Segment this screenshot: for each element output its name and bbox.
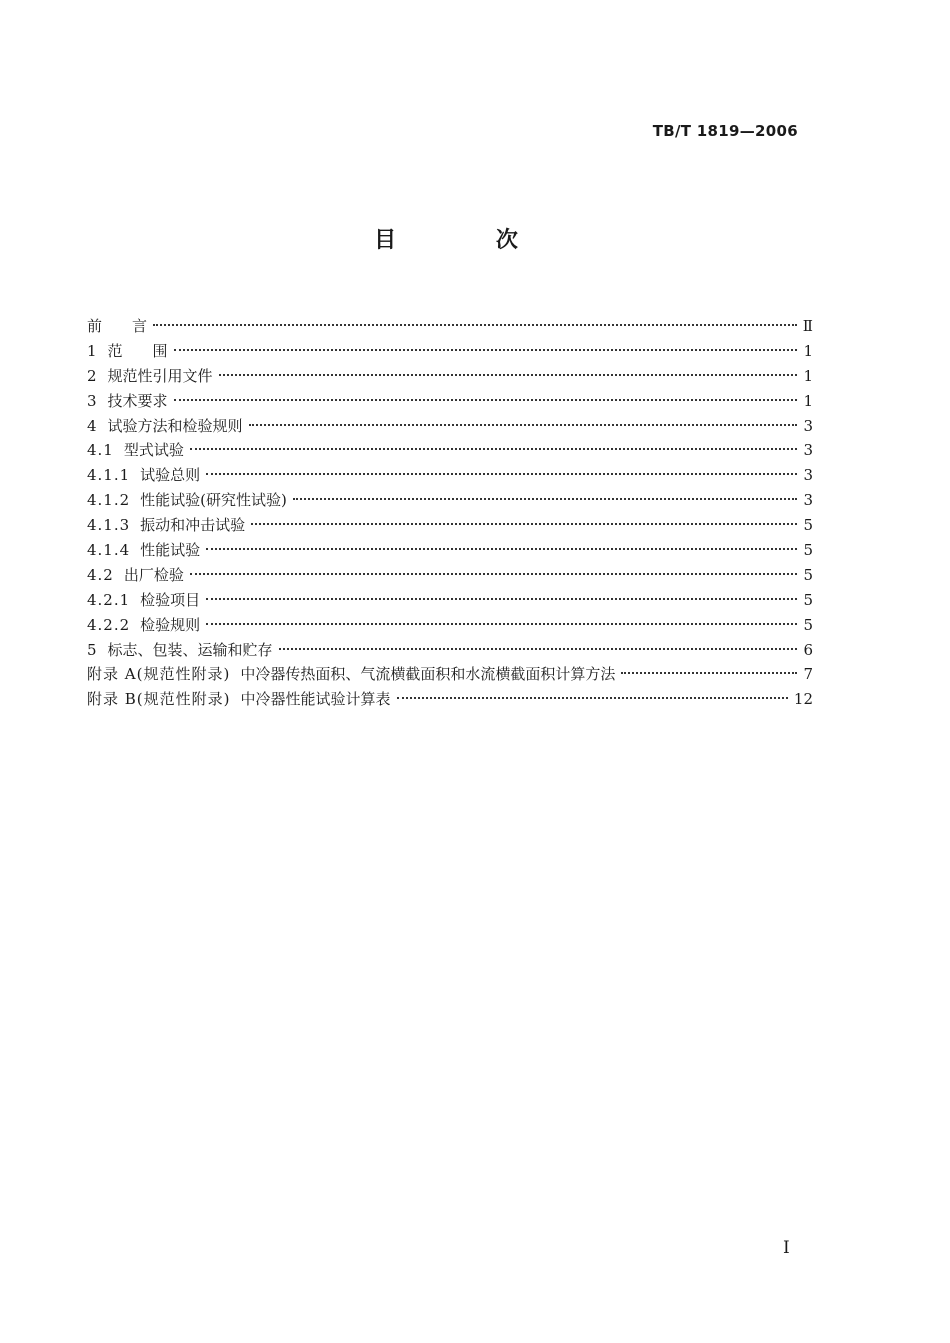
toc-text: 试验总则: [140, 466, 201, 485]
toc-label: [87, 463, 200, 488]
toc-leader-dots: [397, 697, 788, 699]
toc-entry-preface[interactable]: [87, 314, 813, 339]
toc-entry-appendix-a[interactable]: [87, 662, 813, 687]
toc-number: 4.1.2: [87, 491, 131, 510]
toc-page-number: 3: [803, 466, 813, 485]
toc-page-number: 6: [803, 640, 813, 659]
toc-leader-dots: [206, 598, 797, 600]
toc-entry-4-1-1[interactable]: [87, 463, 813, 488]
toc-entry-1[interactable]: [87, 339, 813, 364]
toc-entry-4-1-3[interactable]: [87, 513, 813, 538]
toc-text: 出厂检验: [123, 565, 184, 584]
toc-entry-4-1[interactable]: [87, 438, 813, 463]
toc-entry-4-1-2[interactable]: [87, 488, 813, 513]
toc-leader-dots: [206, 548, 797, 550]
toc-page-number: 1: [803, 341, 813, 360]
toc-label: [87, 314, 147, 339]
toc-label: [87, 438, 184, 463]
toc-leader-dots: [153, 324, 797, 326]
toc-page-number: 3: [803, 441, 813, 460]
toc-page-number: 1: [803, 366, 813, 385]
toc-text: 性能试验(研究性试验): [140, 491, 287, 510]
toc-page-number: 12: [793, 690, 813, 709]
toc-leader-dots: [251, 523, 797, 525]
toc-number: 附录 A(规范性附录): [87, 665, 231, 684]
toc-page-number: 5: [803, 541, 813, 560]
toc-leader-dots: [249, 424, 797, 426]
page-title: 目 次: [374, 228, 564, 253]
toc-leader-dots: [621, 672, 797, 674]
toc-label: [87, 588, 200, 613]
toc-leader-dots: [206, 623, 797, 625]
toc-entry-3[interactable]: [87, 389, 813, 414]
toc-number: 4.2.1: [87, 590, 131, 609]
toc-text: 中冷器性能试验计算表: [240, 690, 391, 709]
toc-label: [87, 638, 273, 663]
toc-number: 2: [87, 366, 98, 385]
toc-text: 标志、包装、运输和贮存: [107, 640, 273, 659]
toc-entry-5[interactable]: [87, 638, 813, 663]
toc-label: [87, 488, 287, 513]
toc-leader-dots: [279, 648, 797, 650]
toc-leader-dots: [206, 473, 797, 475]
toc-entry-4-2-2[interactable]: [87, 613, 813, 638]
toc-page-number: 5: [803, 565, 813, 584]
toc-leader-dots: [190, 573, 797, 575]
toc-number: 1: [87, 341, 98, 360]
toc-text: 振动和冲击试验: [140, 516, 246, 535]
toc-entry-appendix-b[interactable]: [87, 687, 813, 712]
toc-number: 5: [87, 640, 98, 659]
toc-number: 4.1.4: [87, 541, 131, 560]
toc-text: 范 围: [107, 341, 168, 360]
toc-page-number: 3: [803, 491, 813, 510]
toc-leader-dots: [174, 399, 797, 401]
toc-label: [87, 414, 243, 439]
toc-text: 检验项目: [140, 590, 201, 609]
toc-text: 前 言: [87, 317, 148, 335]
toc-label: [87, 687, 391, 712]
toc-leader-dots: [190, 448, 797, 450]
toc-leader-dots: [219, 374, 797, 376]
toc-page-number: 5: [803, 516, 813, 535]
toc-text: 性能试验: [140, 541, 201, 560]
toc-label: [87, 364, 213, 389]
toc-label: [87, 513, 245, 538]
toc-number: 4.1.3: [87, 516, 131, 535]
table-of-contents: [87, 314, 813, 712]
standard-code: TB/T 1819—2006: [652, 122, 798, 140]
toc-page-number: 7: [803, 665, 813, 684]
toc-entry-2[interactable]: [87, 364, 813, 389]
toc-number: 3: [87, 391, 98, 410]
toc-label: [87, 662, 615, 687]
toc-text: 规范性引用文件: [107, 366, 213, 385]
toc-leader-dots: [293, 498, 797, 500]
toc-entry-4-2-1[interactable]: [87, 588, 813, 613]
toc-leader-dots: [174, 349, 797, 351]
toc-entry-4-1-4[interactable]: [87, 538, 813, 563]
toc-number: 附录 B(规范性附录): [87, 690, 231, 709]
toc-page-number: 3: [803, 416, 813, 435]
toc-text: 检验规则: [140, 615, 201, 634]
toc-text: 中冷器传热面积、气流横截面积和水流横截面积计算方法: [240, 665, 616, 684]
toc-number: 4.2.2: [87, 615, 131, 634]
toc-page-number: 5: [803, 615, 813, 634]
page-number: Ⅰ: [783, 1238, 790, 1258]
toc-label: [87, 563, 184, 588]
toc-label: [87, 389, 168, 414]
toc-number: 4: [87, 416, 98, 435]
toc-page-number: Ⅱ: [802, 317, 813, 335]
toc-entry-4[interactable]: [87, 414, 813, 439]
toc-page-number: 5: [803, 590, 813, 609]
toc-text: 型式试验: [123, 441, 184, 460]
toc-number: 4.1.1: [87, 466, 131, 485]
toc-text: 试验方法和检验规则: [107, 416, 243, 435]
toc-number: 4.2: [87, 565, 114, 584]
toc-number: 4.1: [87, 441, 114, 460]
toc-page-number: 1: [803, 391, 813, 410]
toc-label: [87, 538, 200, 563]
toc-label: [87, 613, 200, 638]
toc-entry-4-2[interactable]: [87, 563, 813, 588]
toc-label: [87, 339, 168, 364]
toc-text: 技术要求: [107, 391, 168, 410]
